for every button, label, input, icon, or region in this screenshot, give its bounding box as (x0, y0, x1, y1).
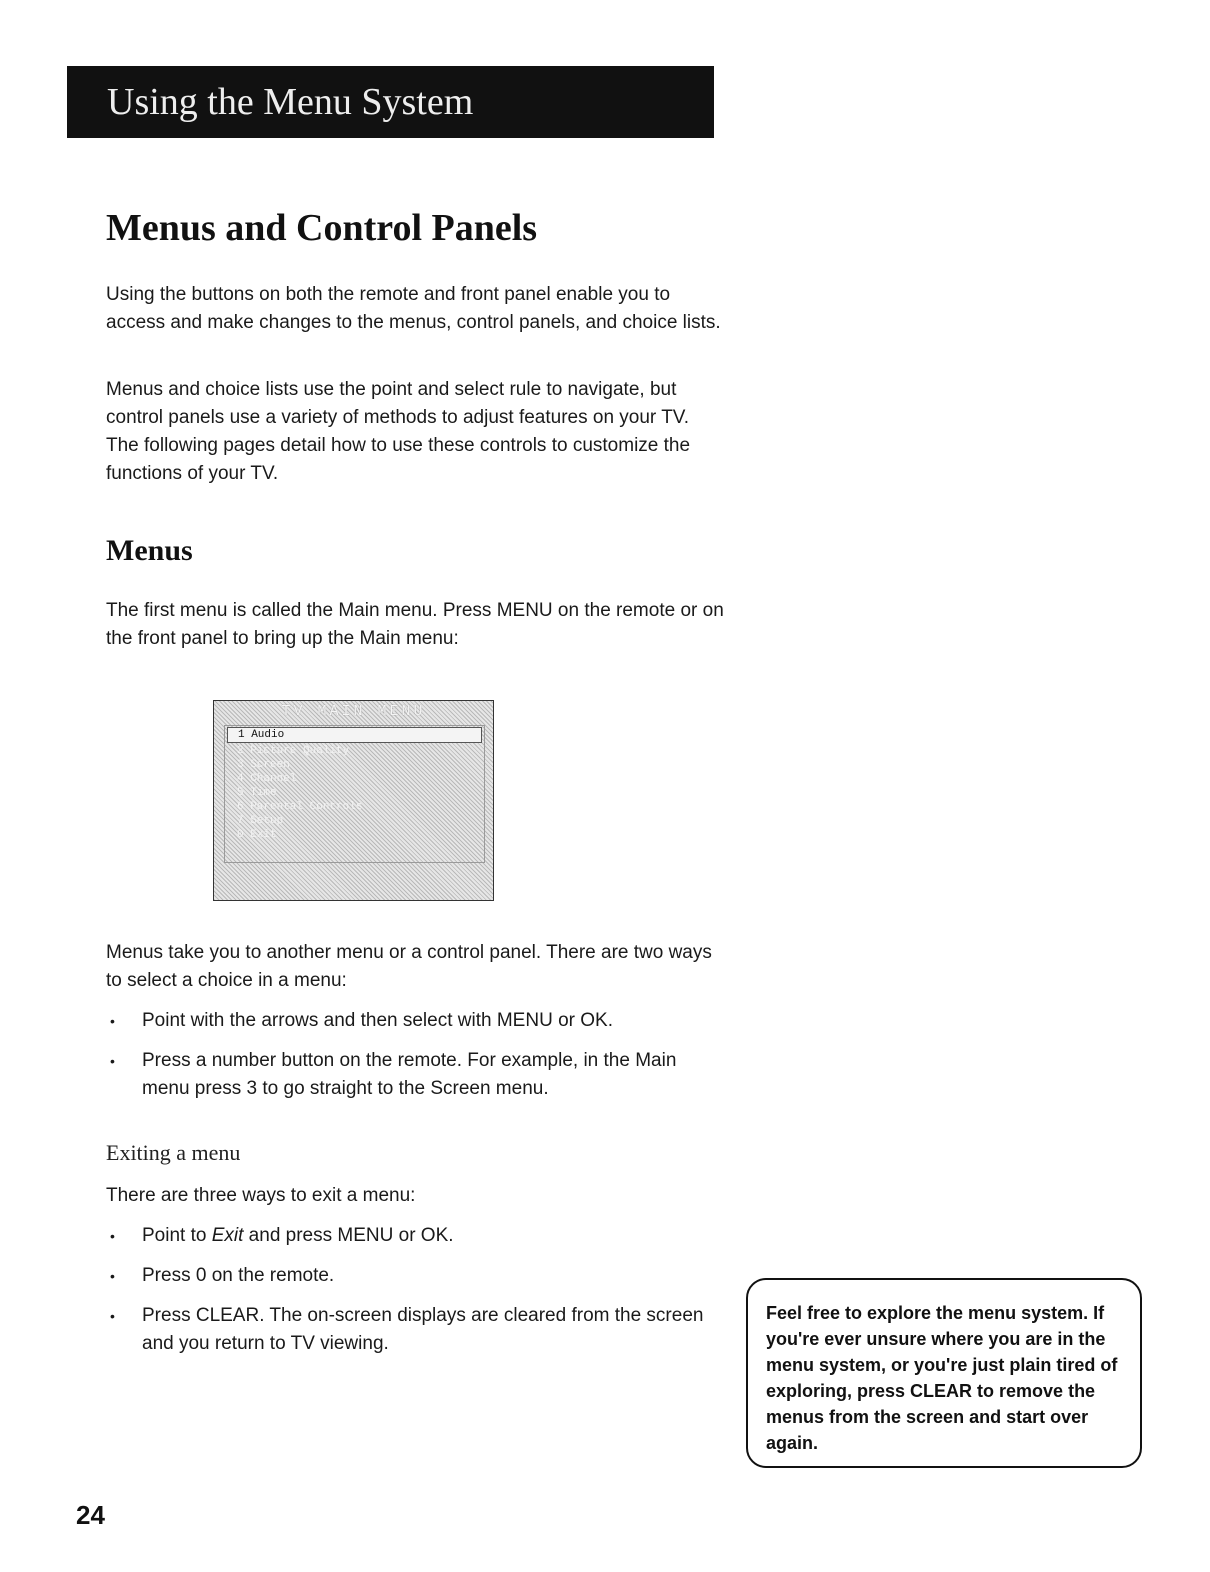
menus-paragraph-2: Menus take you to another menu or a control panel. There are two ways to select a choice in a menu: (106, 942, 712, 991)
list-item: • Press 0 on the remote. (106, 1262, 706, 1290)
tv-menu-item: 3 Screen (237, 759, 290, 771)
list-item: • Press CLEAR. The on-screen displays are cleared from the screen and you return to TV viewing. (106, 1302, 706, 1358)
bullet-icon: • (110, 1308, 115, 1324)
list-item: • Point with the arrows and then select with MENU or OK. (106, 1007, 706, 1035)
exit-methods-list (106, 1222, 706, 1370)
exit-emphasis: Exit (211, 1225, 244, 1246)
tv-menu-item: 7 Setup (237, 815, 284, 827)
bullet-icon: • (110, 1013, 115, 1029)
tv-menu-item: 6 Parental Controls (237, 801, 363, 813)
exiting-intro: There are three ways to exit a menu: (106, 1185, 416, 1206)
list-item: • Point to Exit and press MENU or OK. (106, 1222, 706, 1250)
tv-menu-item: 4 Channel (237, 773, 297, 785)
menu-selection-list (106, 1007, 706, 1115)
section-header-title: Using the Menu System (107, 81, 474, 123)
tv-menu-item: 5 Time (237, 787, 277, 799)
tv-menu-footer-area (224, 867, 485, 895)
section-header-bar (67, 66, 714, 138)
bullet-icon: • (110, 1053, 115, 1069)
page-title: Menus and Control Panels (106, 207, 538, 249)
tv-menu-item: 1 Audio (227, 727, 482, 743)
page-number: 24 (76, 1500, 105, 1530)
intro-paragraph-2: Menus and choice lists use the point and select rule to navigate, but control panels use a variety of methods to adjust features on your TV. The following pages detail how to use these controls to customize the functions of your TV. (106, 379, 691, 484)
menus-heading: Menus (106, 534, 193, 567)
tv-menu-item: 2 Picture Quality (237, 745, 350, 757)
menus-paragraph-1: The first menu is called the Main menu. Press MENU on the remote or on the front panel to bring up the Main menu: (106, 600, 724, 649)
tv-menu-list (224, 725, 485, 863)
exiting-heading: Exiting a menu (106, 1140, 241, 1165)
tv-menu-item: 0 Exit (237, 829, 277, 841)
intro-paragraph-1: Using the buttons on both the remote and front panel enable you to access and make changes to the menus, control panels, and choice lists. (106, 284, 721, 333)
list-item: • Press a number button on the remote. For example, in the Main menu press 3 to go straight to the Screen menu. (106, 1047, 706, 1103)
bullet-icon: • (110, 1228, 115, 1244)
tv-menu-title: TV MAIN MENU (281, 703, 426, 720)
tip-box (746, 1278, 1142, 1468)
tip-text: Feel free to explore the menu system. If you're ever unsure where you are in the menu system, or you're just plain tired of exploring, press CLEAR to remove the menus from the screen and start over again. (766, 1303, 1118, 1453)
bullet-icon: • (110, 1268, 115, 1284)
tv-main-menu-screenshot (213, 700, 494, 901)
